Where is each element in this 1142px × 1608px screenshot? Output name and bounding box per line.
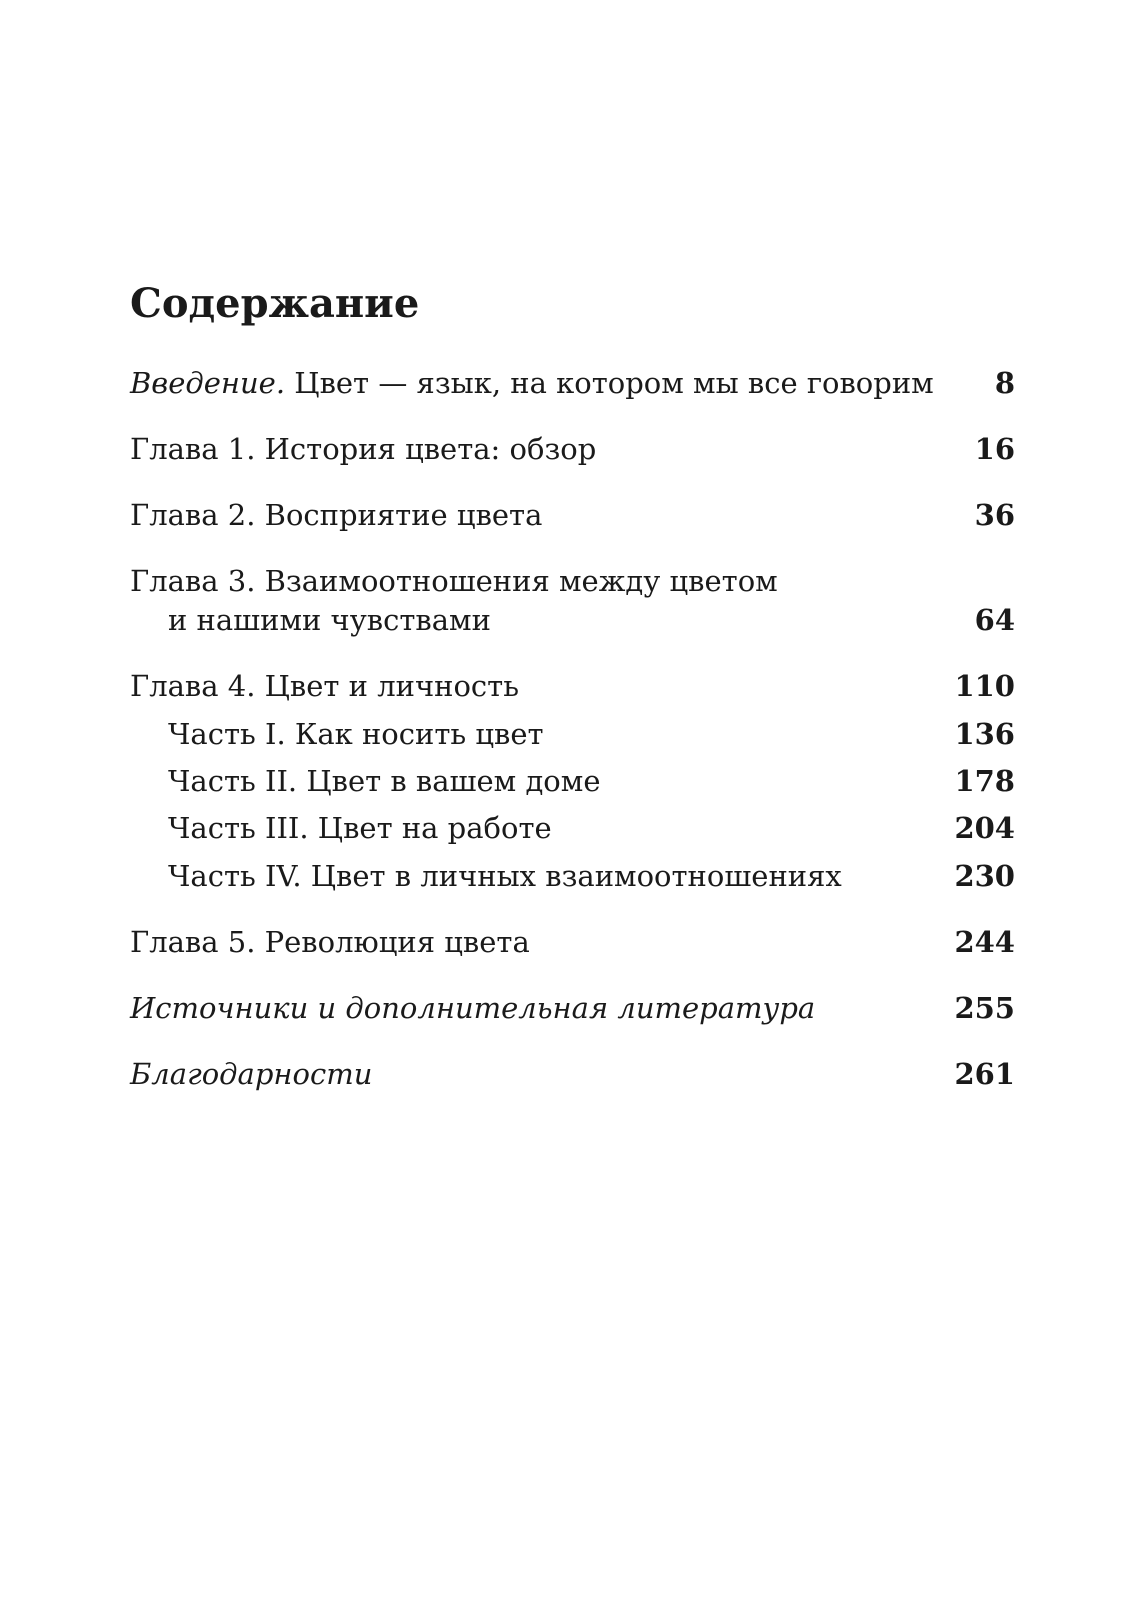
toc-entry-chapter-4[interactable] bbox=[130, 667, 1015, 705]
toc-entry-page-number: 230 bbox=[954, 859, 1015, 893]
toc-entry-part-1[interactable] bbox=[168, 715, 1015, 753]
toc-entry-label: Глава 2. Восприятие цвета bbox=[130, 498, 543, 532]
toc-entry-label: Благодарности bbox=[130, 1057, 373, 1091]
toc-entry-page-number: 136 bbox=[954, 717, 1015, 751]
toc-entry-page-number: 178 bbox=[954, 764, 1015, 798]
toc-entry-chapter-5[interactable] bbox=[130, 923, 1015, 961]
toc-entry-page-number: 36 bbox=[974, 498, 1015, 532]
toc-entry-label: Глава 5. Революция цвета bbox=[130, 925, 530, 959]
toc-entry-sources[interactable] bbox=[130, 989, 1015, 1027]
toc-entry-page-number: 110 bbox=[954, 669, 1015, 703]
toc-entry-page-number: 244 bbox=[954, 925, 1015, 959]
toc-entry-chapter-1[interactable] bbox=[130, 430, 1015, 468]
toc-entry-label: Часть II. Цвет в вашем доме bbox=[168, 764, 601, 798]
toc-entry-label: Введение. Цвет — язык, на котором мы все говорим bbox=[130, 366, 934, 400]
toc-entry-label: Часть I. Как носить цвет bbox=[168, 717, 544, 751]
toc-entry-label: Часть IV. Цвет в личных взаимоотношениях bbox=[168, 859, 842, 893]
toc-entry-part-2[interactable] bbox=[168, 762, 1015, 800]
toc-entry-introduction[interactable] bbox=[130, 364, 1015, 402]
toc-entry-part-4[interactable] bbox=[168, 857, 1015, 895]
page-title: Содержание bbox=[130, 280, 420, 327]
toc-entry-part-3[interactable] bbox=[168, 809, 1015, 847]
toc-entry-chapter-3[interactable] bbox=[130, 562, 1015, 600]
toc-entry-label-continuation: и нашими чувствами bbox=[168, 603, 491, 637]
toc-entry-chapter-2[interactable] bbox=[130, 496, 1015, 534]
toc-entry-acknowledgements[interactable] bbox=[130, 1055, 1015, 1093]
toc-entry-page-number: 255 bbox=[954, 991, 1015, 1025]
toc-entry-page-number: 16 bbox=[974, 432, 1015, 466]
toc-entry-chapter-3-continuation[interactable] bbox=[168, 601, 1015, 639]
toc-entry-label: Глава 1. История цвета: обзор bbox=[130, 432, 597, 466]
toc-entry-page-number: 64 bbox=[974, 603, 1015, 637]
toc-entry-page-number: 204 bbox=[954, 811, 1015, 845]
toc-entry-prefix: Введение. bbox=[130, 366, 286, 400]
toc-entry-label: Часть III. Цвет на работе bbox=[168, 811, 552, 845]
toc-entry-page-number: 261 bbox=[954, 1057, 1015, 1091]
toc-entry-label: Глава 3. Взаимоотношения между цветом bbox=[130, 564, 778, 598]
toc-entry-label: Глава 4. Цвет и личность bbox=[130, 669, 520, 703]
toc-entry-label: Источники и дополнительная литература bbox=[130, 991, 816, 1025]
toc-entry-page-number: 8 bbox=[994, 366, 1015, 400]
